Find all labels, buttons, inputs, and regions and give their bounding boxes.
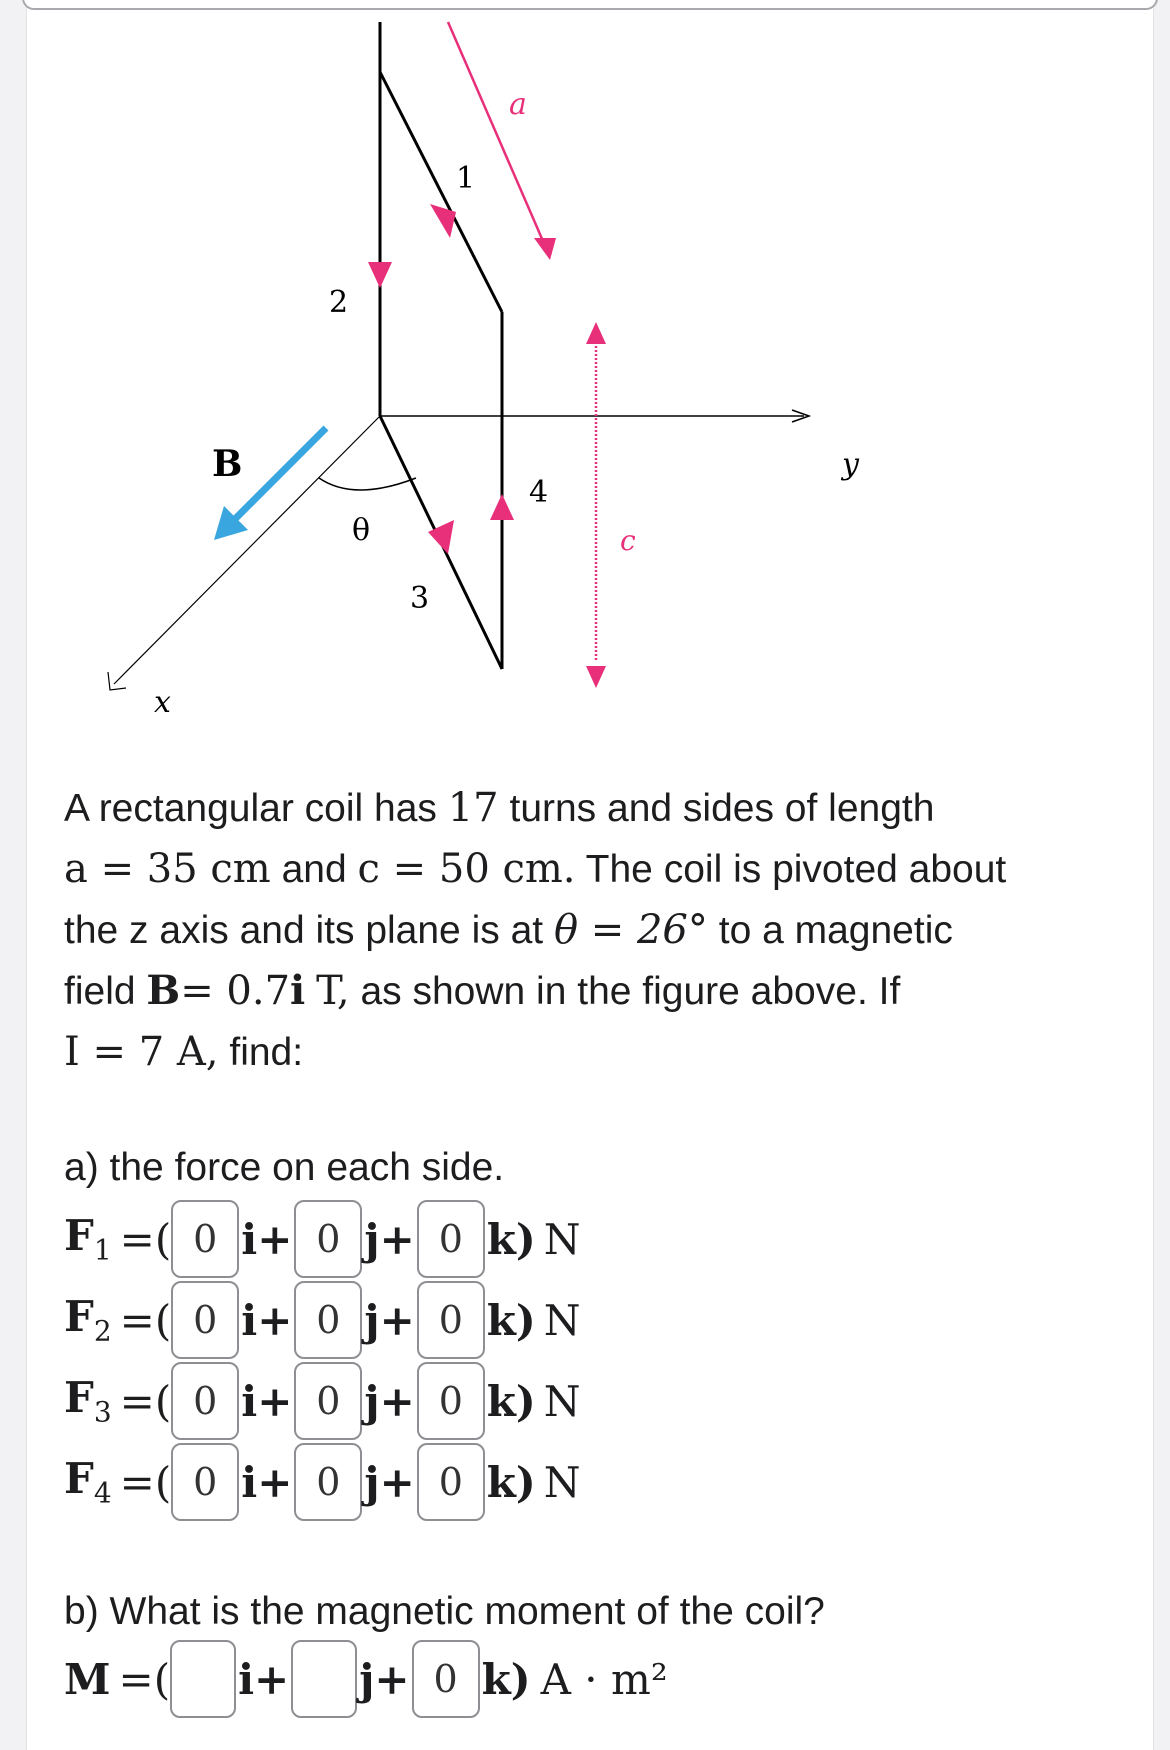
problem-text: the z axis and its plane is at [64, 909, 544, 952]
force-label: $F_2$ [64, 1292, 112, 1348]
x-axis [114, 416, 380, 684]
j-unit-vector: j+ [364, 1214, 415, 1264]
force-1-k-input[interactable]: 0 [417, 1200, 485, 1278]
equals-paren: =( [118, 1654, 171, 1704]
label-a: a [509, 87, 527, 122]
force-1-i-input[interactable]: 0 [171, 1200, 239, 1278]
k-unit-vector: k) [481, 1654, 531, 1704]
equals-paren: =( [119, 1295, 172, 1345]
field-unit: T, [316, 968, 350, 1014]
force-label: $F_4$ [64, 1454, 112, 1510]
k-unit-vector: k) [486, 1457, 536, 1507]
label-theta: θ [352, 513, 371, 548]
coil-side-1 [380, 72, 502, 312]
current-value: I = 7 A, [64, 1029, 219, 1075]
force-label: $F_3$ [64, 1373, 112, 1429]
part-b-prompt: b) What is the magnetic moment of the coil? [64, 1590, 825, 1633]
label-side-1: 1 [456, 161, 476, 196]
force-4-i-input[interactable]: 0 [171, 1443, 239, 1521]
side-a-value: a = 35 cm [64, 846, 271, 892]
i-unit-vector: i+ [238, 1654, 290, 1704]
theta-arc [319, 478, 416, 490]
k-unit-vector: k) [486, 1214, 536, 1264]
j-unit-vector: j+ [364, 1457, 415, 1507]
force-2-j-input[interactable]: 0 [294, 1281, 362, 1359]
force-3-k-input[interactable]: 0 [417, 1362, 485, 1440]
i-unit-vector: i+ [241, 1457, 293, 1507]
field-unit-vector: i [290, 967, 306, 1014]
current-arrow-side-2 [368, 262, 392, 288]
problem-text: A rectangular coil has [64, 787, 437, 830]
moment-label: M [64, 1654, 111, 1704]
moment-k-input[interactable]: 0 [412, 1640, 480, 1718]
problem-text: turns and sides of length [509, 787, 935, 830]
k-unit-vector: k) [486, 1376, 536, 1426]
force-row-2 [64, 1281, 581, 1359]
force-unit: N [543, 1295, 581, 1345]
current-arrow-side-1 [430, 204, 456, 238]
force-row-4 [64, 1443, 581, 1521]
turns-value: 17 [447, 785, 499, 831]
current-arrow-side-4 [490, 494, 514, 520]
force-3-j-input[interactable]: 0 [294, 1362, 362, 1440]
problem-text: field [64, 970, 136, 1013]
problem-text: as shown in the figure above. If [360, 970, 901, 1013]
force-unit: N [543, 1214, 581, 1264]
force-4-j-input[interactable]: 0 [294, 1443, 362, 1521]
force-3-i-input[interactable]: 0 [171, 1362, 239, 1440]
label-x-axis: x [154, 685, 171, 720]
coil-figure [64, 12, 904, 720]
label-c: c [620, 524, 636, 557]
j-unit-vector: j+ [364, 1376, 415, 1426]
equals-paren: =( [119, 1376, 172, 1426]
theta-value: θ = 26° [553, 907, 708, 953]
label-y-axis: y [842, 447, 859, 482]
dimension-c-top-arrowhead [586, 322, 606, 344]
dimension-c-bottom-arrowhead [586, 666, 606, 688]
header-bar [22, 0, 1158, 10]
problem-text: to a magnetic [718, 909, 953, 952]
problem-statement [64, 778, 1084, 1083]
k-unit-vector: k) [486, 1295, 536, 1345]
moment-unit: A · m² [540, 1654, 668, 1704]
moment-j-input[interactable] [291, 1640, 357, 1718]
equals-paren: =( [119, 1457, 172, 1507]
i-unit-vector: i+ [241, 1214, 293, 1264]
coil-diagram [64, 12, 904, 720]
i-unit-vector: i+ [241, 1376, 293, 1426]
field-arrow-line [232, 428, 326, 522]
label-B: B [212, 443, 243, 485]
force-label: $F_1$ [64, 1211, 112, 1267]
force-unit: N [543, 1457, 581, 1507]
force-2-k-input[interactable]: 0 [417, 1281, 485, 1359]
dimension-a-line [448, 22, 546, 248]
force-row-3 [64, 1362, 581, 1440]
i-unit-vector: i+ [241, 1295, 293, 1345]
part-a-prompt: a) the force on each side. [64, 1146, 505, 1189]
label-side-3: 3 [410, 581, 430, 616]
force-1-j-input[interactable]: 0 [294, 1200, 362, 1278]
side-c-value: c = 50 cm. [357, 846, 576, 892]
j-unit-vector: j+ [364, 1295, 415, 1345]
label-side-2: 2 [329, 285, 349, 320]
dimension-a-arrowhead [534, 238, 556, 260]
label-side-4: 4 [529, 475, 549, 510]
field-value: = 0.7 [180, 968, 291, 1014]
problem-text: find: [229, 1031, 304, 1074]
force-row-1 [64, 1200, 581, 1278]
problem-text: The coil is pivoted about [585, 848, 1007, 891]
force-2-i-input[interactable]: 0 [171, 1281, 239, 1359]
problem-text: and [281, 848, 347, 891]
field-symbol: B [146, 967, 181, 1014]
moment-i-input[interactable] [170, 1640, 236, 1718]
j-unit-vector: j+ [359, 1654, 410, 1704]
equals-paren: =( [119, 1214, 172, 1264]
force-4-k-input[interactable]: 0 [417, 1443, 485, 1521]
moment-row [64, 1640, 668, 1718]
force-unit: N [543, 1376, 581, 1426]
